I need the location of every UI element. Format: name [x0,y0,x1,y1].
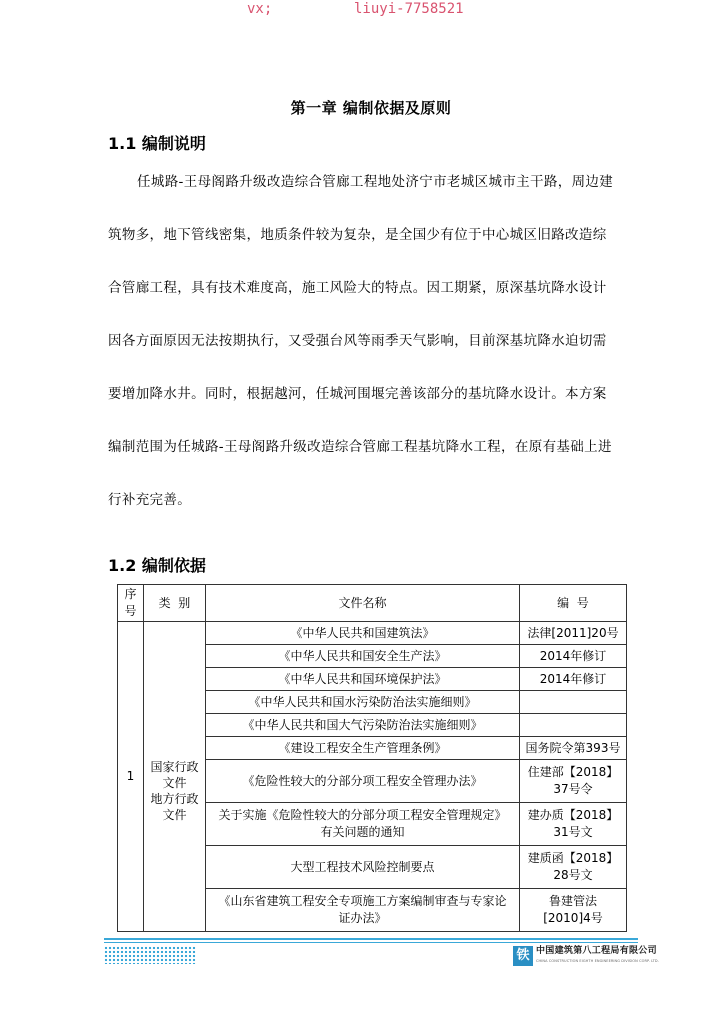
table-row [118,622,627,645]
footer-dot-pattern [104,946,196,964]
doc-code-cell: 建质函【2018】 28号文 [520,846,627,889]
footer-divider-thin [104,942,638,943]
doc-code-cell: 住建部【2018】 37号令 [520,760,627,803]
doc-code-cell [520,691,627,714]
paragraph-line: 因各方面原因无法按期执行，又受强台风等雨季天气影响，目前深基坑降水迫切需 [108,333,607,349]
table-header-row [118,585,627,622]
section-1-1-paragraph [108,165,644,518]
group-seq: 1 [118,622,144,932]
group-category: 国家行政文件 地方行政文件 [144,622,206,932]
doc-code-cell [520,714,627,737]
company-name-en: CHINA CONSTRUCTION EIGHTH ENGINEERING DIVISION CORP. LTD. [536,959,659,963]
watermark-prefix: vx; [247,1,273,17]
company-name-cn: 中国建筑第八工程局有限公司 [536,946,657,956]
doc-name-cell: 《中华人民共和国水污染防治法实施细则》 [206,691,520,714]
watermark-contact: liuyi-7758521 [354,1,464,17]
company-logo-icon: 铁 [513,946,533,966]
watermark [0,1,724,19]
doc-name-cell: 《中华人民共和国安全生产法》 [206,645,520,668]
doc-name-cell: 《山东省建筑工程安全专项施工方案编制审查与专家论 证办法》 [206,889,520,932]
doc-code-cell: 2014年修订 [520,645,627,668]
doc-code-cell: 2014年修订 [520,668,627,691]
header-doc-name: 文件名称 [206,585,520,622]
doc-name-cell: 关于实施《危险性较大的分部分项工程安全管理规定》 有关问题的通知 [206,803,520,846]
paragraph-line: 任城路-王母阁路升级改造综合管廊工程地处济宁市老城区城市主干路，周边建 [137,174,614,190]
doc-name-cell: 《建设工程安全生产管理条例》 [206,737,520,760]
doc-name-cell: 《危险性较大的分部分项工程安全管理办法》 [206,760,520,803]
doc-name-cell: 《中华人民共和国环境保护法》 [206,668,520,691]
header-seq: 序号 [118,585,144,622]
doc-name-cell: 《中华人民共和国大气污染防治法实施细则》 [206,714,520,737]
company-logo [513,946,659,966]
header-code: 编 号 [520,585,627,622]
basis-table [117,584,627,932]
paragraph-line: 行补充完善。 [108,492,192,508]
doc-name-cell: 《中华人民共和国建筑法》 [206,622,520,645]
doc-name-cell: 大型工程技术风险控制要点 [206,846,520,889]
paragraph-line: 合管廊工程，具有技术难度高，施工风险大的特点。因工期紧，原深基坑降水设计 [108,280,607,296]
chapter-title: 第一章 编制依据及原则 [290,99,452,117]
doc-code-cell: 建办质【2018】 31号文 [520,803,627,846]
section-heading-1-1: 1.1 编制说明 [108,134,206,153]
doc-code-cell: 鲁建管法 [2010]4号 [520,889,627,932]
section-heading-1-2: 1.2 编制依据 [108,556,206,575]
company-logo-text [536,946,659,966]
paragraph-line: 编制范围为任城路-王母阁路升级改造综合管廊工程基坑降水工程，在原有基础上进 [108,439,612,455]
doc-code-cell: 国务院令第393号 [520,737,627,760]
paragraph-line: 筑物多，地下管线密集，地质条件较为复杂，是全国少有位于中心城区旧路改造综 [108,227,607,243]
footer-divider [104,938,638,940]
header-category: 类 别 [144,585,206,622]
doc-code-cell: 法律[2011]20号 [520,622,627,645]
paragraph-line: 要增加降水井。同时，根据越河，任城河围堰完善该部分的基坑降水设计。本方案 [108,386,607,402]
